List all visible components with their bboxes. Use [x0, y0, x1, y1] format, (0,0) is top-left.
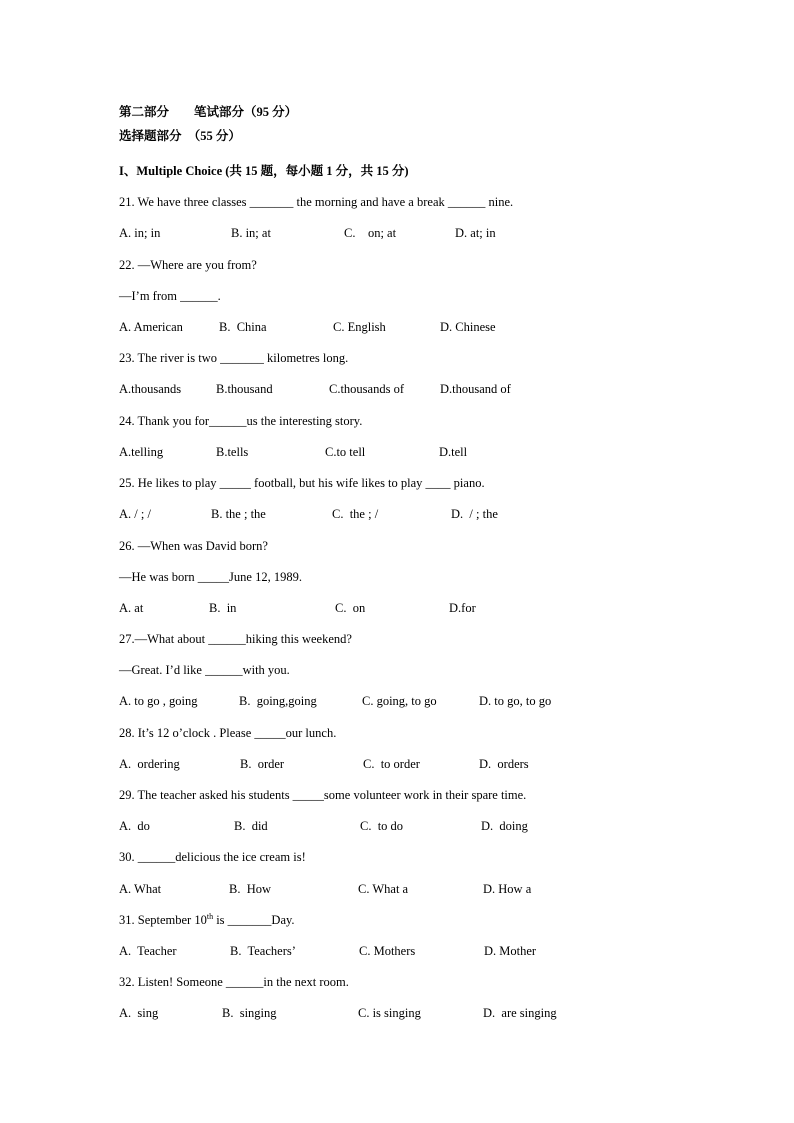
option-b: B.tells [216, 445, 249, 459]
option-a: A.thousands [119, 382, 182, 396]
option-c: C. to do [360, 819, 404, 833]
question-27-answer-line: —Great. I’d like ______with you. [119, 663, 290, 677]
options-27 [119, 693, 679, 709]
options-32 [119, 1005, 679, 1021]
option-d: D. are singing [483, 1006, 557, 1020]
option-c: C. Mothers [359, 944, 416, 958]
option-d: D.thousand of [440, 382, 511, 396]
options-29 [119, 818, 679, 834]
option-d: D. Chinese [440, 320, 496, 334]
option-c: C.thousands of [329, 382, 404, 396]
option-a: A. to go , going [119, 694, 198, 708]
option-b: B. China [219, 320, 267, 334]
option-a: A. American [119, 320, 183, 334]
option-a: A. do [119, 819, 150, 833]
option-a: A. Teacher [119, 944, 177, 958]
option-c: C. is singing [358, 1006, 421, 1020]
option-b: B. did [234, 819, 268, 833]
options-22 [119, 319, 679, 335]
question-29: 29. The teacher asked his students _____some volunteer work in their spare time. [119, 788, 527, 802]
option-b: B.thousand [216, 382, 273, 396]
option-a: A.telling [119, 445, 164, 459]
options-23 [119, 381, 679, 397]
options-25 [119, 506, 679, 522]
options-28 [119, 756, 679, 772]
option-a: A. / ; / [119, 507, 151, 521]
option-c: C. the ; / [332, 507, 379, 521]
option-b: B. order [240, 757, 285, 771]
option-c: C. going, to go [362, 694, 437, 708]
options-21 [119, 225, 679, 241]
options-31 [119, 943, 679, 959]
part-title: 第二部分 笔试部分（95 分） [119, 105, 298, 119]
option-b: B. in [209, 601, 237, 615]
option-a: A. ordering [119, 757, 180, 771]
option-d: D. Mother [484, 944, 537, 958]
question-31-text: 31. September 10 [119, 913, 207, 927]
option-b: B. the ; the [211, 507, 266, 521]
options-24 [119, 444, 679, 460]
option-b: B. Teachers’ [230, 944, 296, 958]
option-c: C. to order [363, 757, 420, 771]
option-b: B. going,going [239, 694, 317, 708]
option-b: B. in; at [231, 226, 271, 240]
question-31 [119, 912, 295, 928]
question-26: 26. —When was David born? [119, 539, 268, 553]
option-c: C.to tell [325, 445, 366, 459]
question-22: 22. —Where are you from? [119, 258, 257, 272]
option-d: D. How a [483, 882, 532, 896]
question-28: 28. It’s 12 o’clock . Please _____our lunch. [119, 726, 337, 740]
option-d: D. to go, to go [479, 694, 552, 708]
question-31-superscript: th [206, 911, 214, 921]
option-a: A. What [119, 882, 162, 896]
question-21: 21. We have three classes _______ the morning and have a break ______ nine. [119, 195, 514, 209]
question-25: 25. He likes to play _____ football, but his wife likes to play ____ piano. [119, 476, 485, 490]
option-c: C. on; at [344, 226, 397, 240]
option-d: D. at; in [455, 226, 496, 240]
option-d: D.tell [439, 445, 468, 459]
question-26-answer-line: —He was born _____June 12, 1989. [119, 570, 302, 584]
question-31-text-end: is _______Day. [213, 913, 295, 927]
option-d: D. doing [481, 819, 528, 833]
option-c: C. English [333, 320, 386, 334]
option-c: C. on [335, 601, 366, 615]
section-heading: I、Multiple Choice (共 15 题，每小题 1 分，共 15 分) [119, 164, 409, 178]
option-b: B. singing [222, 1006, 277, 1020]
question-24: 24. Thank you for______us the interesting story. [119, 414, 363, 428]
option-a: A. at [119, 601, 144, 615]
option-d: D.for [449, 601, 476, 615]
question-22-answer-line: —I’m from ______. [119, 289, 221, 303]
option-b: B. How [229, 882, 272, 896]
option-d: D. orders [479, 757, 529, 771]
options-26 [119, 600, 679, 616]
option-d: D. / ; the [451, 507, 498, 521]
section-title: 选择题部分 （55 分） [119, 129, 241, 143]
option-c: C. What a [358, 882, 409, 896]
question-30: 30. ______delicious the ice cream is! [119, 850, 306, 864]
option-a: A. sing [119, 1006, 159, 1020]
question-32: 32. Listen! Someone ______in the next room. [119, 975, 349, 989]
options-30 [119, 881, 679, 897]
question-23: 23. The river is two _______ kilometres long. [119, 351, 349, 365]
question-27: 27.—What about ______hiking this weekend? [119, 632, 352, 646]
option-a: A. in; in [119, 226, 161, 240]
